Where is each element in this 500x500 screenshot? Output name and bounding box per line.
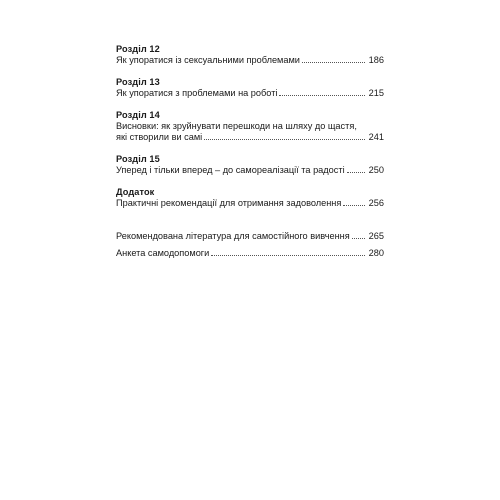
chapter-heading-12: Розділ 12 [116, 44, 160, 54]
toc-page-number: 215 [368, 88, 384, 98]
toc-entry-self-help-questionnaire[interactable] [116, 248, 384, 259]
dot-leader [352, 238, 365, 239]
appendix-heading: Додаток [116, 187, 155, 197]
toc-entry-title: Як упоратися з проблемами на роботі [116, 88, 278, 98]
toc-entry-title: Як упоратися із сексуальними проблемами [116, 55, 300, 65]
toc-entry-title: Практичні рекомендації для отримання задоволення [116, 198, 342, 208]
chapter-heading-15: Розділ 15 [116, 154, 160, 164]
toc-entry-title-line-1: Висновки: як зруйнувати перешкоди на шляху до щастя, [116, 121, 357, 131]
dot-leader [347, 172, 365, 173]
dot-leader [279, 95, 365, 96]
toc-entry-title-line-2: які створили ви самі [116, 132, 203, 142]
toc-page-number: 256 [368, 198, 384, 208]
dot-leader [204, 139, 365, 140]
toc-entry-practical-recommendations[interactable] [116, 198, 384, 209]
chapter-heading-13: Розділ 13 [116, 77, 160, 87]
toc-entry-title: Рекомендована література для самостійного вивчення [116, 231, 350, 241]
toc-entry-work-problems[interactable] [116, 88, 384, 99]
toc-entry-conclusions[interactable] [116, 121, 384, 143]
dot-leader [343, 205, 365, 206]
dot-leader [211, 255, 365, 256]
dot-leader [302, 62, 365, 63]
toc-page-number: 241 [368, 132, 384, 142]
spacer [116, 176, 384, 187]
spacer [116, 143, 384, 154]
spacer [116, 209, 384, 231]
toc-page-number: 250 [368, 165, 384, 175]
toc-page-number: 280 [368, 248, 384, 258]
toc-entry-forward[interactable] [116, 165, 384, 176]
toc-page-number: 186 [368, 55, 384, 65]
spacer [116, 66, 384, 77]
table-of-contents [116, 44, 384, 259]
spacer [116, 99, 384, 110]
toc-entry-recommended-literature[interactable] [116, 231, 384, 242]
toc-entry-sexual-problems[interactable] [116, 55, 384, 66]
toc-entry-title: Анкета самодопомоги [116, 248, 210, 258]
toc-entry-title: Уперед і тільки вперед – до самореалізації та радості [116, 165, 345, 175]
chapter-heading-14: Розділ 14 [116, 110, 160, 120]
toc-page-number: 265 [368, 231, 384, 241]
